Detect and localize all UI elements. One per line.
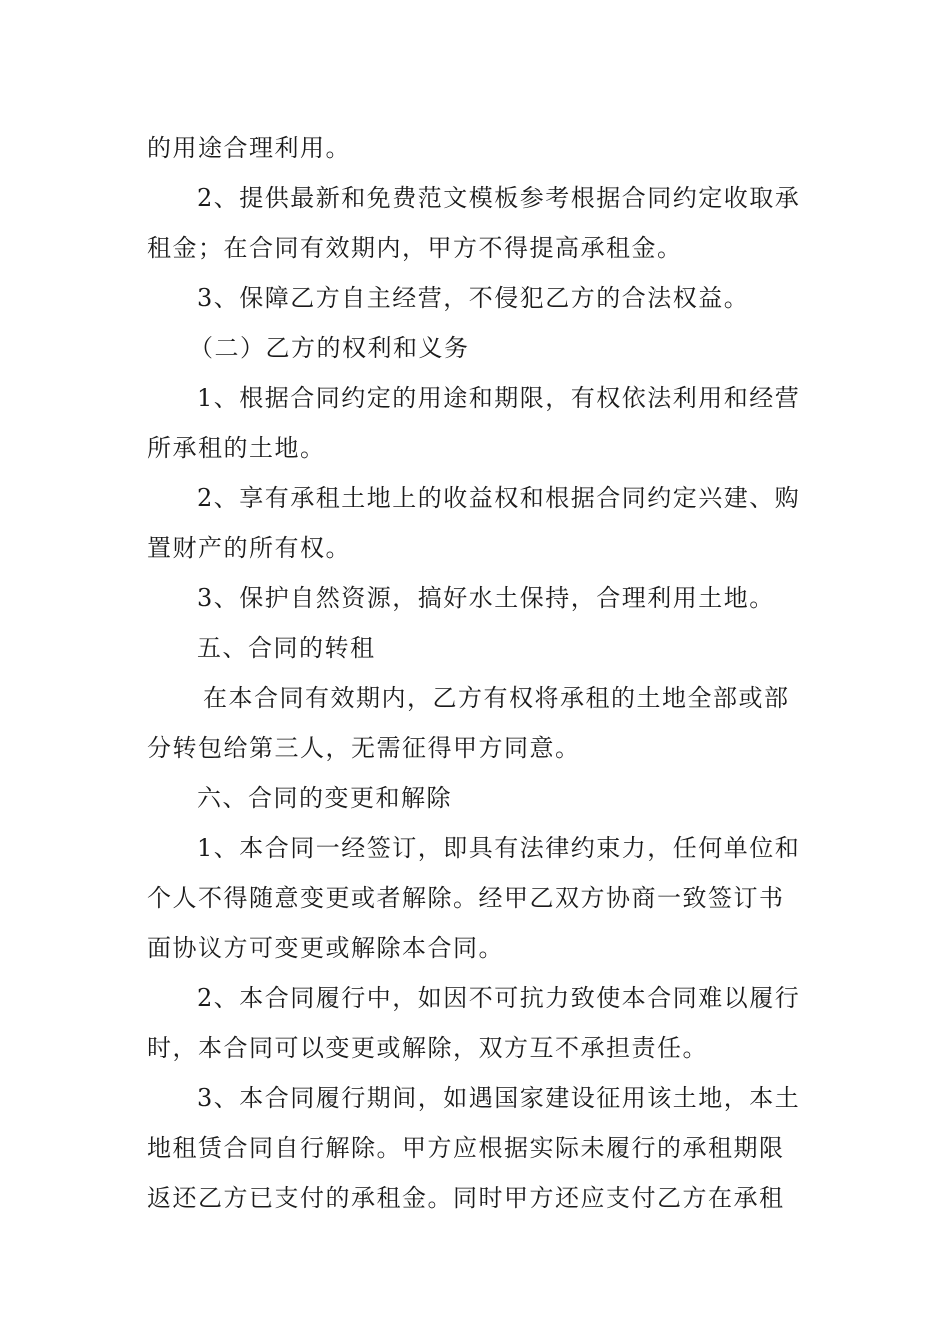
text-line: 返还乙方已支付的承租金。同时甲方还应支付乙方在承租 — [147, 1184, 785, 1212]
text-line: 2、享有承租土地上的收益权和根据合同约定兴建、购 — [197, 484, 801, 512]
text-line: 2、提供最新和免费范文模板参考根据合同约定收取承 — [197, 184, 801, 212]
text-line: 分转包给第三人，无需征得甲方同意。 — [147, 734, 581, 762]
text-line: 置财产的所有权。 — [147, 534, 351, 562]
section-heading: （二）乙方的权利和义务 — [189, 334, 470, 362]
text-line: 3、本合同履行期间，如遇国家建设征用该土地，本土 — [197, 1084, 801, 1112]
section-heading: 六、合同的变更和解除 — [197, 784, 452, 812]
text-line: 2、本合同履行中，如因不可抗力致使本合同难以履行 — [197, 984, 801, 1012]
text-line: 3、保障乙方自主经营，不侵犯乙方的合法权益。 — [197, 284, 750, 312]
text-line: 个人不得随意变更或者解除。经甲乙双方协商一致签订书 — [147, 884, 785, 912]
text-line: 的用途合理利用。 — [147, 134, 351, 162]
section-heading: 五、合同的转租 — [197, 634, 376, 662]
text-line: 1、本合同一经签订，即具有法律约束力，任何单位和 — [197, 834, 801, 862]
text-line: 地租赁合同自行解除。甲方应根据实际未履行的承租期限 — [147, 1134, 785, 1162]
text-line: 时，本合同可以变更或解除，双方互不承担责任。 — [147, 1034, 708, 1062]
text-line: 所承租的土地。 — [147, 434, 326, 462]
text-line: 1、根据合同约定的用途和期限，有权依法利用和经营 — [197, 384, 801, 412]
text-line: 在本合同有效期内，乙方有权将承租的土地全部或部 — [203, 684, 790, 712]
text-line: 3、保护自然资源，搞好水土保持，合理利用土地。 — [197, 584, 775, 612]
text-line: 租金；在合同有效期内，甲方不得提高承租金。 — [147, 234, 683, 262]
text-line: 面协议方可变更或解除本合同。 — [147, 934, 504, 962]
